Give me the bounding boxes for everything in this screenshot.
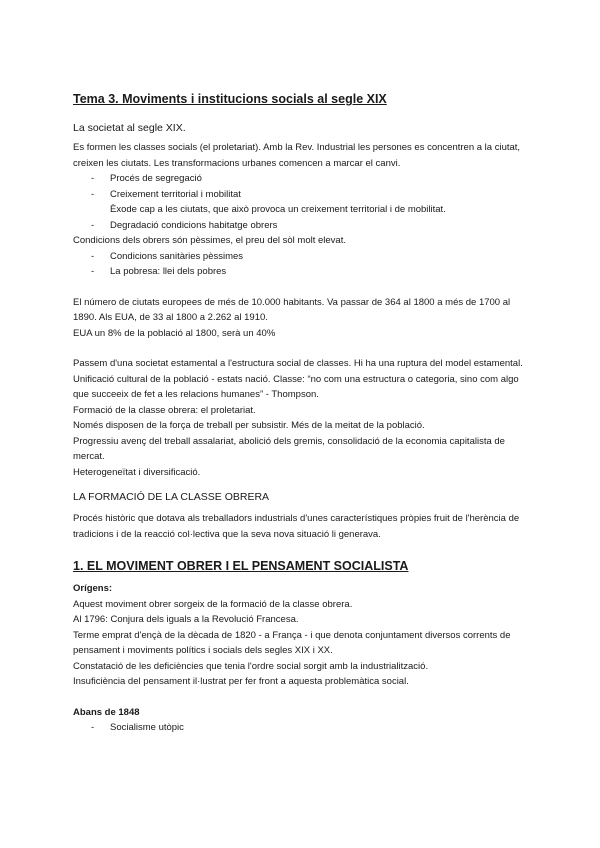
intro-list-1b [73, 218, 533, 234]
abans-list [73, 720, 533, 736]
section-1-line: Insuficiència del pensament il·lustrat per fer front a aquesta problemàtica social. [73, 676, 409, 687]
intro-heading: La societat al segle XIX. [73, 122, 186, 134]
stats-paragraph: El número de ciutats europees de més de 10.000 habitants. Va passar de 364 al 1800 a més de 1700 al 1890. Als EUA, de 33 al 1800 a 2.262 al 1910. [73, 296, 511, 323]
classes-paragraph: Només disposen de la força de treball per subsistir. Més de la meitat de la població. [73, 420, 425, 431]
classes-paragraph: Progressiu avenç del treball assalariat, abolició dels gremis, consolidació de la economia capitalista de mercat. [73, 435, 505, 462]
section-1-line: Constatació de les deficiències que tenia l'ordre social sorgit amb la industrialització. [73, 660, 429, 672]
intro-list-2 [73, 249, 533, 280]
page-title: Tema 3. Moviments i institucions socials al segle XIX [73, 92, 387, 106]
list-item: - La pobresa: llei dels pobres [73, 264, 533, 280]
list-item: - Creixement territorial i mobilitat [73, 187, 533, 203]
classes-paragraph: Heterogeneïtat i diversificació. [73, 466, 201, 478]
list-item: - Condicions sanitàries pèssimes [73, 249, 533, 265]
abans-label: Abans de 1848 [73, 706, 140, 718]
section-1-heading: 1. EL MOVIMENT OBRER I EL PENSAMENT SOCIALISTA [73, 559, 409, 573]
list-item: - Socialisme utòpic [73, 720, 533, 736]
formacio-heading: LA FORMACIÓ DE LA CLASSE OBRERA [73, 491, 270, 503]
classes-paragraph: Unificació cultural de la població - estats nació. Classe: “no com una estructura o categoria, sino com algo que succeeix de fet a les relacions humanes” - Thompson. [73, 373, 519, 400]
list-item: - Degradació condicions habitatge obrers [73, 218, 533, 234]
formacio-paragraph: Procés històric que dotava als treballadors industrials d'unes característiques pròpies fruit de l'herència de tradicions i de la reacció col·lectiva que la seva nova situació li generava. [73, 513, 520, 540]
intro-list-1 [73, 171, 533, 202]
intro-paragraph: Es formen les classes socials (el proletariat). Amb la Rev. Industrial les persones es concentren a la ciutat, creixen les ciutats. Les transformacions urbanes comencen a marcar el canvi. [73, 142, 521, 169]
document-body [73, 90, 533, 736]
list-note: Èxode cap a les ciutats, que això provoca un creixement territorial i de mobilitat. [110, 204, 446, 215]
list-item: - Procés de segregació [73, 171, 533, 187]
stats-line: EUA un 8% de la població al 1800, serà un 40% [73, 327, 276, 339]
section-1-line: Terme emprat d'ençà de la dècada de 1820 - a França - i que denota conjuntament diversos corrents de pensament i moviments polítics i socials dels segles XIX i XX. [73, 629, 511, 656]
classes-paragraph: Passem d'una societat estamental a l'estructura social de classes. Hi ha una ruptura del model estamental. [73, 358, 523, 369]
origins-label: Orígens: [73, 583, 113, 594]
section-1-line: Al 1796: Conjura dels iguals a la Revolució Francesa. [73, 614, 299, 625]
section-1-line: Aquest moviment obrer sorgeix de la formació de la classe obrera. [73, 598, 353, 610]
classes-paragraph: Formació de la classe obrera: el proletariat. [73, 404, 256, 416]
conditions-text: Condicions dels obrers són pèssimes, el preu del sòl molt elevat. [73, 235, 346, 246]
